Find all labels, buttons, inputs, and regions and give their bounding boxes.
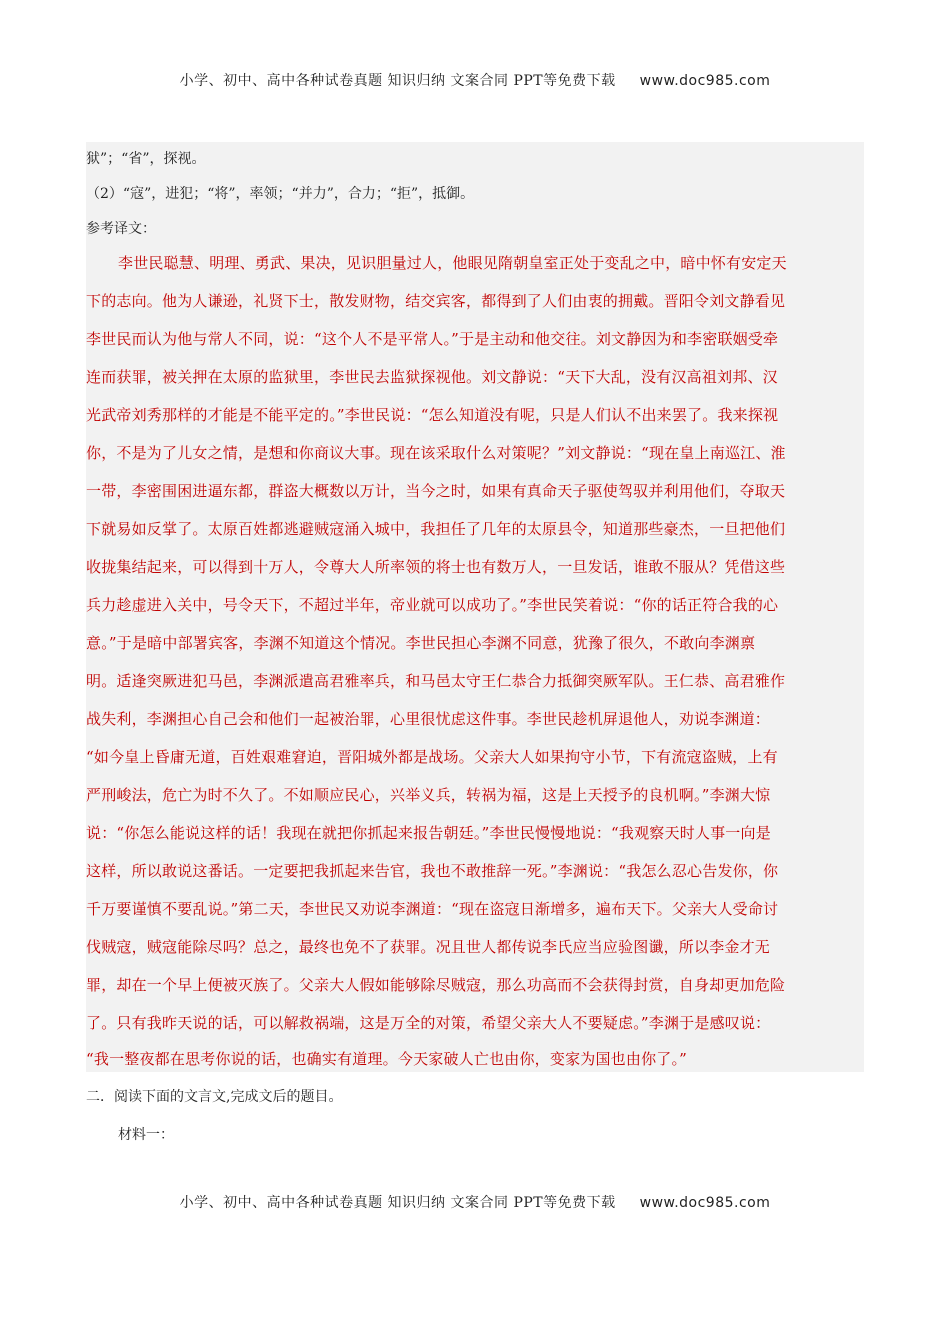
translation-line: 一带，李密围困进逼东都，群盗大概数以万计，当今之时，如果有真命天子驱使驾驭并利用他们，夺取天	[86, 482, 786, 500]
answer-line-1: 狱”；“省”，探视。	[86, 151, 206, 167]
header-site-link[interactable]: www.doc985.com	[639, 73, 771, 89]
translation-line: 了。只有我昨天说的话，可以解救祸端，这是万全的对策，希望父亲大人不要疑虑。”李渊于是感叹说：	[86, 1014, 771, 1032]
translation-line: 你，不是为了儿女之情，是想和你商议大事。现在该采取什么对策呢？”刘文静说：“现在皇上南巡江、淮	[86, 444, 786, 462]
reference-translation-label: 参考译文：	[86, 221, 156, 237]
translation-line: 李世民聪慧、明理、勇武、果决，见识胆量过人，他眼见隋朝皇室正处于变乱之中，暗中怀有安定天	[118, 254, 787, 272]
translation-line: 严刑峻法，危亡为时不久了。不如顺应民心，兴举义兵，转祸为福，这是上天授予的良机啊。”李渊大惊	[86, 786, 771, 804]
footer-site-link[interactable]: www.doc985.com	[639, 1195, 771, 1211]
translation-line: 光武帝刘秀那样的才能是不能平定的。”李世民说：“怎么知道没有呢，只是人们认不出来罢了。我来探视	[86, 406, 779, 424]
page-footer	[0, 1192, 950, 1212]
header-text: 小学、初中、高中各种试卷真题 知识归纳 文案合同 PPT等免费下载	[179, 73, 616, 89]
translation-line: “我一整夜都在思考你说的话，也确实有道理。今天家破人亡也由你，变家为国也由你了。”	[86, 1050, 688, 1068]
translation-line: “如今皇上昏庸无道，百姓艰难窘迫，晋阳城外都是战场。父亲大人如果拘守小节，下有流寇盗贼，上有	[86, 748, 778, 766]
page-header	[0, 70, 950, 90]
translation-line: 收拢集结起来，可以得到十万人，令尊大人所率领的将士也有数万人，一旦发话，谁敢不服从？凭借这些	[86, 558, 786, 576]
section-2-heading: 二．阅读下面的文言文,完成文后的题目。	[86, 1089, 343, 1105]
translation-line: 明。适逢突厥进犯马邑，李渊派遣高君雅率兵，和马邑太守王仁恭合力抵御突厥军队。王仁恭、高君雅作	[86, 672, 786, 690]
translation-line: 意。”于是暗中部署宾客，李渊不知道这个情况。李世民担心李渊不同意，犹豫了很久，不敢向李渊禀	[86, 634, 756, 652]
translation-line: 下就易如反掌了。太原百姓都逃避贼寇涌入城中，我担任了几年的太原县令，知道那些豪杰，一旦把他们	[86, 520, 786, 538]
translation-line: 下的志向。他为人谦逊，礼贤下士，散发财物，结交宾客，都得到了人们由衷的拥戴。晋阳令刘文静看见	[86, 292, 786, 310]
translation-line: 这样，所以敢说这番话。一定要把我抓起来告官，我也不敢推辞一死。”李渊说：“我怎么忍心告发你，你	[86, 862, 779, 880]
material-one-label: 材料一：	[118, 1127, 174, 1143]
translation-line: 连而获罪，被关押在太原的监狱里，李世民去监狱探视他。刘文静说：“天下大乱，没有汉高祖刘邦、汉	[86, 368, 778, 386]
answer-line-2: （2）“寇”，进犯；“将”，率领；“并力”，合力；“拒”，抵御。	[86, 186, 475, 202]
translation-line: 说：“你怎么能说这样的话！我现在就把你抓起来报告朝廷。”李世民慢慢地说：“我观察天时人事一向是	[86, 824, 771, 842]
translation-line: 战失利，李渊担心自己会和他们一起被治罪，心里很忧虑这件事。李世民趁机屏退他人，劝说李渊道：	[86, 710, 771, 728]
footer-text: 小学、初中、高中各种试卷真题 知识归纳 文案合同 PPT等免费下载	[179, 1195, 616, 1211]
translation-line: 李世民而认为他与常人不同，说：“这个人不是平常人。”于是主动和他交往。刘文静因为和李密联姻受牵	[86, 330, 779, 348]
translation-line: 伐贼寇，贼寇能除尽吗？总之，最终也免不了获罪。况且世人都传说李氏应当应验图谶，所以李金才无	[86, 938, 771, 956]
translation-line: 罪，却在一个早上便被灭族了。父亲大人假如能够除尽贼寇，那么功高而不会获得封赏，自身却更加危险	[86, 976, 786, 994]
translation-line: 兵力趁虚进入关中，号令天下，不超过半年，帝业就可以成功了。”李世民笑着说：“你的话正符合我的心	[86, 596, 779, 614]
translation-line: 千万要谨慎不要乱说。”第二天，李世民又劝说李渊道：“现在盗寇日渐增多，遍布天下。父亲大人受命讨	[86, 900, 779, 918]
